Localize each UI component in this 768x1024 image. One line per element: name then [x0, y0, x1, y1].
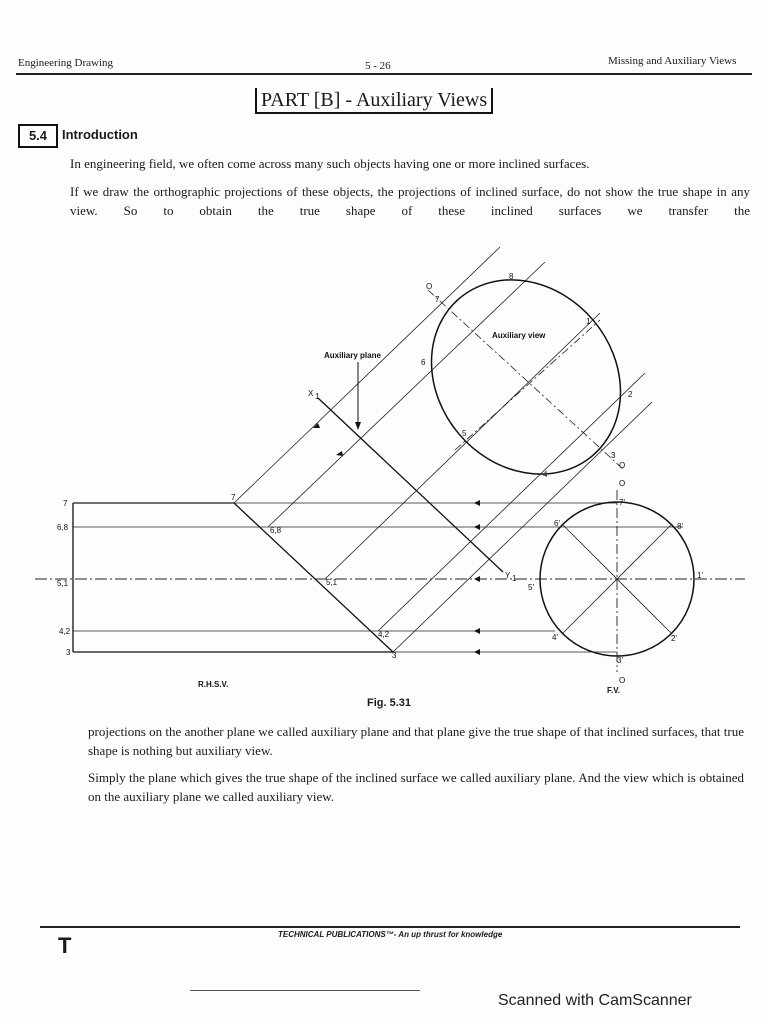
header-chapter-title: Missing and Auxiliary Views: [608, 55, 737, 67]
label-aux-4: 4: [543, 470, 548, 479]
label-aux-3: 3: [611, 451, 616, 460]
label-fv-3: 3': [617, 656, 623, 665]
label-left-42: 4,2: [59, 627, 71, 636]
label-left-51: 5,1: [57, 579, 69, 588]
label-aux-1: 1: [586, 317, 591, 326]
label-auxiliary-plane: Auxiliary plane: [324, 351, 381, 360]
label-left-68: 6,8: [57, 523, 69, 532]
label-aux-2: 2: [628, 390, 633, 399]
section-number: 5.4: [18, 124, 58, 148]
footer-rule: [40, 926, 740, 928]
label-o-fv-bottom: O: [619, 676, 626, 685]
paragraph-1: In engineering field, we often come across many such objects having one or more inclined surfaces.: [70, 156, 590, 171]
footer-publisher: TECHNICAL PUBLICATIONS™- An up thrust for knowledge: [278, 930, 503, 939]
label-o-fv-top: O: [619, 479, 626, 488]
header-book-title: Engineering Drawing: [18, 57, 113, 69]
label-fv-1: 1': [697, 571, 703, 580]
auxiliary-view-figure: [0, 230, 768, 700]
label-edge-68: 6,8: [270, 526, 282, 535]
label-edge-51: 5,1: [326, 578, 338, 587]
label-edge-3: 3: [392, 651, 397, 660]
header-rule: [16, 73, 752, 75]
label-y1: Y: [505, 571, 511, 580]
label-left-3: 3: [66, 648, 71, 657]
label-fv-8: 8': [677, 522, 683, 531]
bottom-rule: [190, 990, 420, 991]
label-x1: X: [308, 389, 314, 398]
label-aux-5: 5: [462, 429, 467, 438]
label-edge-7: 7: [231, 493, 236, 502]
label-fv-7: 7': [619, 498, 625, 507]
section-title: Introduction: [62, 127, 138, 142]
label-fv-4: 4': [552, 633, 558, 642]
label-fv-5: 5': [528, 583, 534, 592]
label-o-top: O: [426, 282, 433, 291]
label-edge-42: 4,2: [378, 630, 390, 639]
label-fv: F.V.: [607, 686, 621, 695]
label-o-right: O: [619, 461, 626, 470]
label-fv-2: 2': [671, 634, 677, 643]
header-page-number: 5 - 26: [365, 60, 391, 72]
paragraph-3: projections on the another plane we called auxiliary plane and that plane give the true shape of that inclined surfaces, that true shape is nothing but auxiliary view.: [88, 724, 744, 758]
label-fv-6: 6': [554, 519, 560, 528]
figure-caption: Fig. 5.31: [367, 697, 412, 709]
label-x1-sub: 1: [315, 392, 320, 401]
paragraph-2: If we draw the orthographic projections of these objects, the projections of inclined surface, do not show the true shape in any view. So to obtain the true shape of these inclined surfaces we transfer the: [70, 184, 750, 218]
part-title: PART [B] - Auxiliary Views: [255, 88, 493, 114]
label-y1-sub: 1: [512, 574, 517, 583]
label-left-7: 7: [63, 499, 68, 508]
label-aux-6: 6: [421, 358, 426, 367]
paragraph-4: Simply the plane which gives the true shape of the inclined surface we called auxiliary plane. And the view which is obtained on the auxiliary plane we called auxiliary view.: [88, 770, 744, 804]
camscanner-watermark: Scanned with CamScanner: [498, 992, 692, 1009]
label-rhsv: R.H.S.V.: [198, 680, 229, 689]
publisher-logo: T: [58, 933, 72, 958]
label-auxiliary-view: Auxiliary view: [492, 331, 546, 340]
label-aux-8: 8: [509, 272, 514, 281]
label-aux-7: 7: [435, 295, 440, 304]
